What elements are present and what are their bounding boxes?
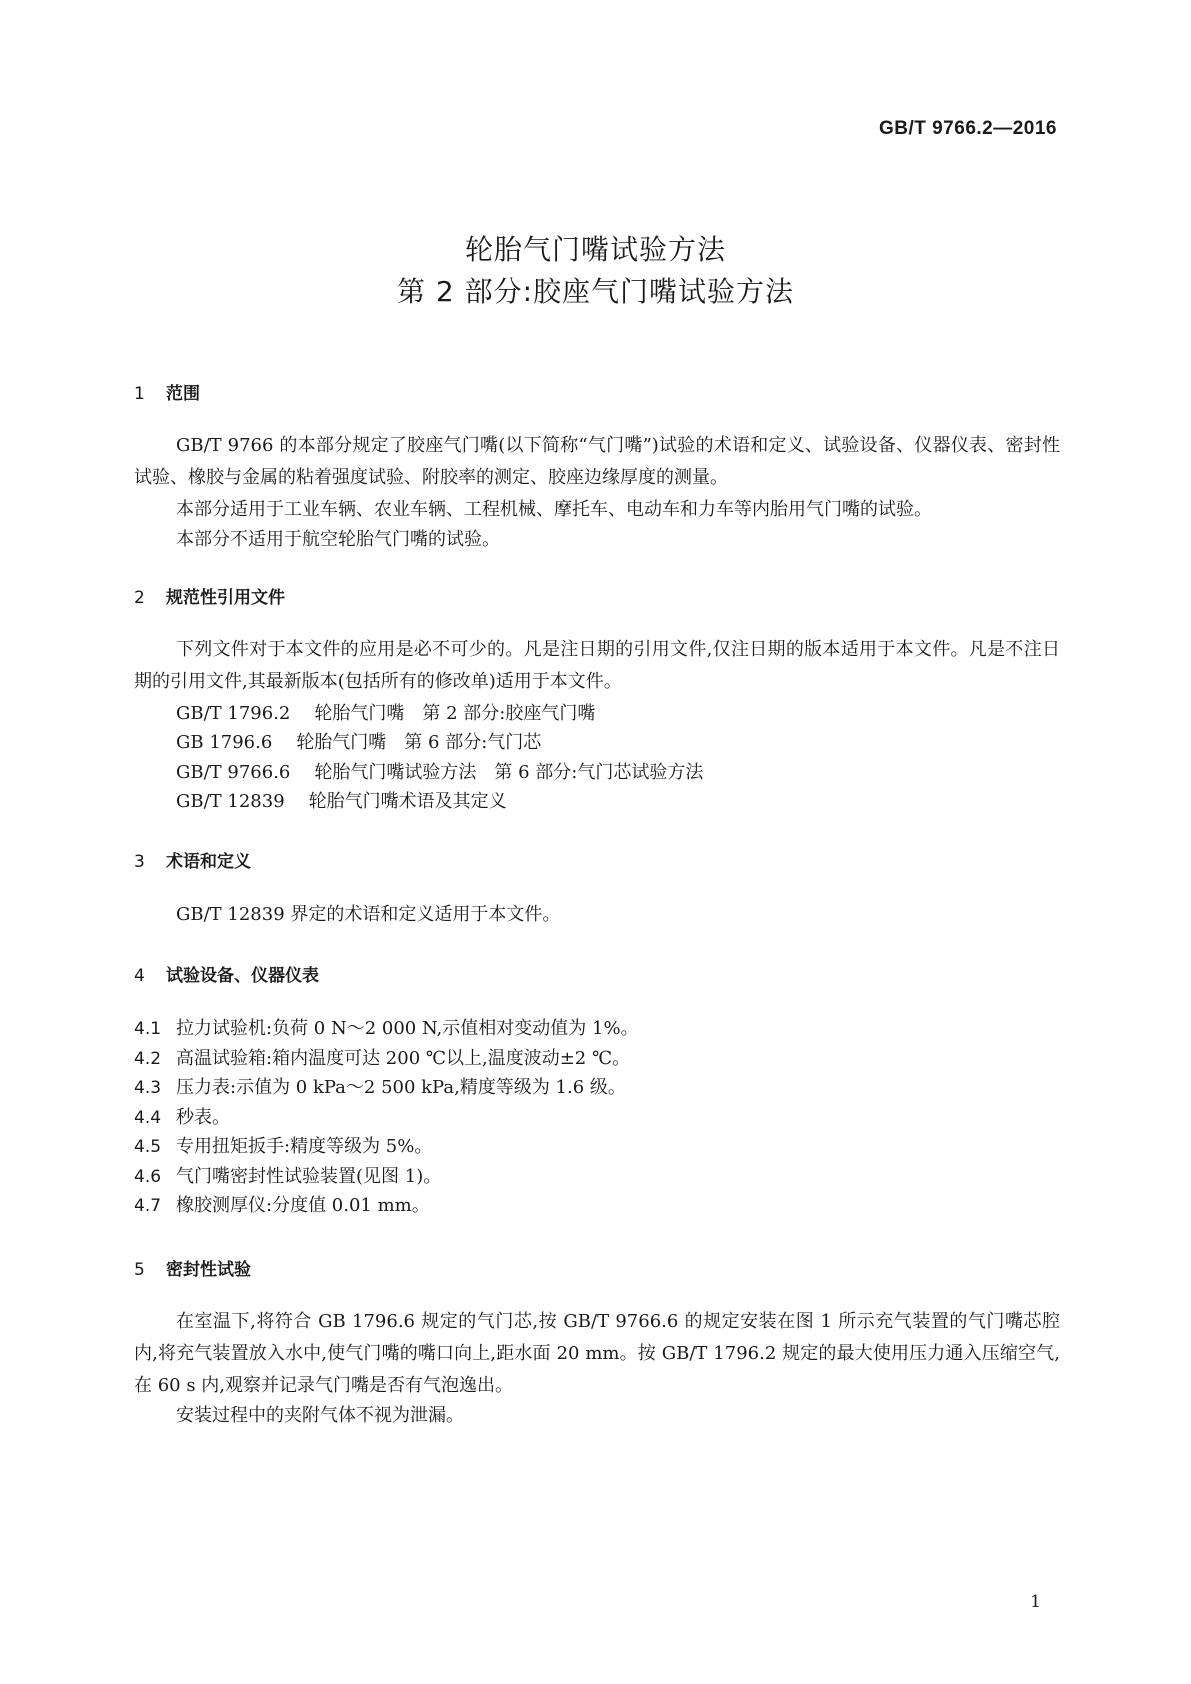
paragraph: GB/T 9766 的本部分规定了胶座气门嘴(以下简称“气门嘴”)试验的术语和定义、试验设备、仪器仪表、密封性试验、橡胶与金属的粘着强度试验、附胶率的测定、胶座边缘厚度的测量。 (134, 435, 1060, 488)
reference-item (176, 757, 703, 789)
section-number: 3 (134, 852, 145, 872)
clause-text: 气门嘴密封性试验装置(见图 1)。 (176, 1166, 442, 1187)
clause-text: 压力表:示值为 0 kPa～2 500 kPa,精度等级为 1.6 级。 (176, 1077, 626, 1098)
clause-number: 4.5 (134, 1137, 162, 1157)
section-number: 4 (134, 966, 145, 986)
clause-item (134, 1043, 630, 1075)
section-number: 1 (134, 384, 145, 404)
reference-code: GB/T 9766.6 (176, 762, 291, 783)
section-heading-terms (134, 847, 251, 872)
reference-title: 轮胎气门嘴 第 2 部分:胶座气门嘴 (314, 703, 596, 724)
paragraph: 下列文件对于本文件的应用是必不可少的。凡是注日期的引用文件,仅注日期的版本适用于本文件。凡是不注日期的引用文件,其最新版本(包括所有的修改单)适用于本文件。 (134, 639, 1060, 692)
section-heading-sealing-test (134, 1255, 251, 1280)
page-number: 1 (1030, 1592, 1041, 1612)
document-title: 轮胎气门嘴试验方法 (464, 233, 726, 266)
section-title: 试验设备、仪器仪表 (166, 966, 319, 986)
clause-item (134, 1013, 639, 1045)
clause-number: 4.1 (134, 1019, 162, 1039)
paragraph: 本部分适用于工业车辆、农业车辆、工程机械、摩托车、电动车和力车等内胎用气门嘴的试验。 (176, 499, 932, 520)
section-number: 2 (134, 588, 145, 608)
clause-item (134, 1190, 430, 1222)
reference-item (176, 786, 507, 818)
section-title: 规范性引用文件 (166, 588, 285, 608)
section-title: 密封性试验 (166, 1260, 251, 1280)
section-heading-equipment (134, 961, 319, 986)
reference-title: 轮胎气门嘴 第 6 部分:气门芯 (296, 732, 542, 753)
standard-code: GB/T 9766.2—2016 (878, 118, 1057, 139)
paragraph: GB/T 12839 界定的术语和定义适用于本文件。 (176, 904, 561, 925)
section-heading-scope (134, 379, 200, 404)
paragraph: 在室温下,将符合 GB 1796.6 规定的气门芯,按 GB/T 9766.6 的规定安装在图 1 所示充气装置的气门嘴芯腔内,将充气装置放入水中,使气门嘴的嘴口向上,距水面 20 mm。按 GB/T 1796.2 规定的最大使用压力通入压缩空气,在 60 s 内,观察并记录气门嘴是否有气泡逸出。 (134, 1311, 1060, 1396)
clause-text: 橡胶测厚仪:分度值 0.01 mm。 (176, 1195, 430, 1216)
reference-code: GB/T 12839 (176, 791, 285, 812)
reference-title: 轮胎气门嘴术语及其定义 (308, 791, 507, 812)
section-title: 术语和定义 (166, 852, 251, 872)
reference-title: 轮胎气门嘴试验方法 第 6 部分:气门芯试验方法 (314, 762, 704, 783)
clause-text: 拉力试验机:负荷 0 N～2 000 N,示值相对变动值为 1%。 (176, 1018, 639, 1039)
clause-item (134, 1161, 441, 1193)
reference-code: GB/T 1796.2 (176, 703, 291, 724)
clause-text: 专用扭矩扳手:精度等级为 5%。 (176, 1136, 433, 1157)
clause-item (134, 1131, 432, 1163)
reference-item (176, 698, 595, 730)
clause-text: 高温试验箱:箱内温度可达 200 ℃以上,温度波动±2 ℃。 (176, 1048, 631, 1069)
clause-text: 秒表。 (176, 1107, 230, 1128)
clause-number: 4.3 (134, 1078, 162, 1098)
section-title: 范围 (166, 384, 200, 404)
paragraph: 安装过程中的夹附气体不视为泄漏。 (176, 1405, 464, 1426)
clause-number: 4.2 (134, 1049, 162, 1069)
clause-number: 4.7 (134, 1196, 162, 1216)
section-number: 5 (134, 1260, 145, 1280)
document-subtitle: 第 2 部分:胶座气门嘴试验方法 (396, 275, 795, 308)
reference-item (176, 727, 541, 759)
clause-number: 4.4 (134, 1108, 162, 1128)
reference-code: GB 1796.6 (176, 732, 273, 753)
paragraph: 本部分不适用于航空轮胎气门嘴的试验。 (176, 529, 500, 550)
section-heading-normative-references (134, 583, 285, 608)
clause-number: 4.6 (134, 1167, 162, 1187)
clause-item (134, 1072, 626, 1104)
clause-item (134, 1102, 230, 1134)
